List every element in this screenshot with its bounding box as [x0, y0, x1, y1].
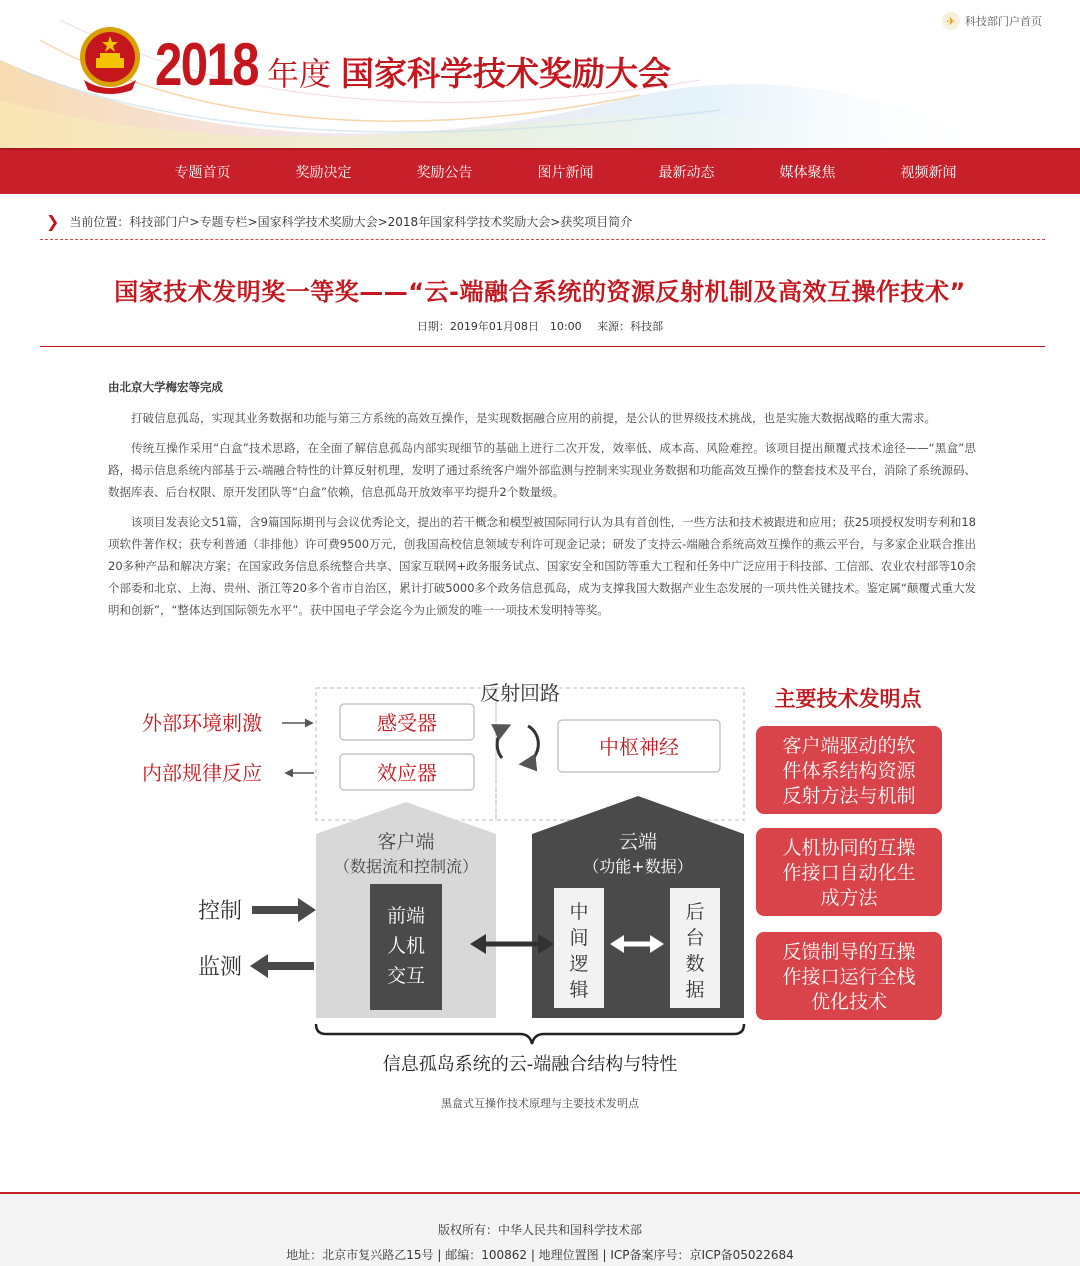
inventions-title: 主要技术发明点: [774, 687, 922, 711]
central-nerve-label: 中枢神经: [599, 735, 679, 759]
external-stimulus-label: 外部环境刺激: [142, 711, 262, 735]
backend-data-char: 据: [685, 979, 705, 1001]
breadcrumb-item[interactable]: 2018年国家科学技术奖励大会: [387, 215, 551, 229]
breadcrumb-label: 当前位置：: [69, 215, 130, 229]
article-meta: [0, 318, 1080, 334]
invention-line: 客户端驱动的软: [782, 735, 916, 757]
article-paragraph: 传统互操作采用“白盒”技术思路，在全面了解信息孤岛内部实现细节的基础上进行二次开发，效率低、成本高、风险难控。该项目提出颠覆式技术途径——“黑盒”思路，揭示信息系统内部基于云-端融合特性的计算反射机理，发明了通过系统客户端外部监测与控制来实现业务数据和功能高效互操作的整套技术及平台，消除了系统源码、数据库表、后台权限、原开发团队等“白盒”依赖，信息孤岛开放效率平均提升2个数量级。: [108, 441, 976, 499]
monitor-label: 监测: [198, 955, 243, 980]
invention-line: 作接口自动化生: [782, 862, 916, 884]
backend-data-char: 台: [685, 927, 705, 949]
page-footer: [0, 1192, 1080, 1266]
client-title: 客户端: [377, 831, 435, 853]
header-banner: [0, 0, 1080, 148]
sensor-label: 感受器: [377, 711, 437, 735]
footer-address: 地址：北京市复兴路乙15号 | 邮编：100862 | 地理位置图 | ICP备案序号：京ICP备05022684: [286, 1248, 794, 1262]
article-author: 由北京大学梅宏等完成: [108, 380, 223, 394]
invention-line: 优化技术: [810, 991, 888, 1013]
internal-reaction-label: 内部规律反应: [142, 761, 262, 785]
breadcrumb-item[interactable]: 专题专栏: [199, 215, 248, 229]
article-paragraph: 打破信息孤岛，实现其业务数据和功能与第三方系统的高效互操作，是实现数据融合应用的前提，是公认的世界级技术挑战，也是实施大数据战略的重大需求。: [131, 411, 936, 425]
portal-home-label: 科技部门户首页: [965, 15, 1042, 28]
middle-logic-char: 逻: [569, 953, 589, 975]
cloud-title: 云端: [618, 831, 658, 853]
article-title: 国家技术发明奖一等奖——“云-端融合系统的资源反射机制及高效互操作技术”: [114, 278, 966, 306]
breadcrumb-separator: >: [247, 214, 258, 229]
brace-icon: [316, 1024, 744, 1044]
event-name: 国家科学技术奖励大会: [341, 54, 672, 93]
nav-item-video-news[interactable]: 视频新闻: [900, 165, 957, 181]
frontend-line: 前端: [386, 905, 426, 927]
event-year: 2018: [155, 31, 258, 98]
effector-label: 效应器: [377, 761, 437, 785]
nav-item-award-decision[interactable]: 奖励决定: [295, 165, 352, 181]
article-body: [108, 376, 976, 629]
invention-line: 反馈制导的互操: [782, 941, 916, 963]
figure-caption: 黑盒式互操作技术原理与主要技术发明点: [441, 1097, 639, 1110]
airplane-icon: ✈: [942, 12, 960, 30]
invention-line: 成方法: [820, 887, 878, 909]
middle-logic-char: 辑: [569, 979, 589, 1001]
title-divider: [40, 346, 1045, 347]
event-title: [155, 30, 671, 96]
backend-data-char: 后: [685, 901, 705, 923]
main-nav: [0, 148, 1080, 194]
breadcrumb-divider: [40, 239, 1045, 240]
cloud-subtitle: （功能+数据）: [583, 857, 693, 876]
nav-item-latest-news[interactable]: 最新动态: [658, 165, 715, 181]
backend-data-char: 数: [685, 953, 705, 975]
middle-logic-char: 间: [569, 927, 589, 949]
breadcrumb-item[interactable]: 科技部门户: [129, 215, 190, 229]
bidirectional-arrow-icon: [470, 934, 554, 954]
breadcrumb: [46, 212, 632, 231]
breadcrumb-separator: >: [377, 214, 388, 229]
national-emblem-icon: [76, 24, 144, 94]
nav-item-topic-home[interactable]: 专题首页: [174, 165, 231, 181]
invention-line: 件体系结构资源: [782, 760, 916, 782]
footer-copyright: 版权所有：中华人民共和国科学技术部: [437, 1223, 642, 1237]
loop-arrow-icon: [522, 726, 538, 764]
breadcrumb-item[interactable]: 国家科学技术奖励大会: [257, 215, 378, 229]
arrow-left-icon: [250, 954, 314, 978]
chevron-right-icon: ❯: [46, 212, 60, 231]
breadcrumb-separator: >: [189, 214, 200, 229]
nav-item-photo-news[interactable]: 图片新闻: [537, 165, 594, 181]
invention-line: 反射方法与机制: [782, 785, 916, 807]
article-paragraph: 该项目发表论文51篇，含9篇国际期刊与会议优秀论文，提出的若干概念和模型被国际同行认为具有首创性，一些方法和技术被跟进和应用；获25项授权发明专利和18项软件著作权；获专利普通（非排他）许可费9500万元，创我国高校信息领域专利许可现金记录；研发了支持云-端融合系统高效互操作的燕云平台，与多家企业联合推出20多种产品和解决方案；在国家政务信息系统整合共享、国家互联网+政务服务试点、国家安全和国防等重大工程和任务中广泛应用于科技部、工信部、农业农村部等10余个部委和北京、上海、贵州、浙江等20多个省市自治区，累计打破5000多个政务信息孤岛，成为支撑我国大数据产业生态发展的一项共性关键技术。鉴定属“颠覆式重大发明和创新”，“整体达到国际领先水平”。获中国电子学会迄今为止颁发的唯一一项技术发明特等奖。: [108, 515, 976, 617]
structure-label: 信息孤岛系统的云-端融合结构与特性: [382, 1054, 678, 1075]
invention-line: 作接口运行全栈: [782, 966, 916, 988]
article-date: 日期：2019年01月08日 10:00: [416, 320, 582, 333]
portal-home-link[interactable]: [942, 12, 1042, 30]
breadcrumb-item[interactable]: 获奖项目简介: [560, 215, 633, 229]
middle-logic-char: 中: [569, 901, 589, 923]
control-label: 控制: [198, 899, 243, 924]
article-source: 来源：科技部: [597, 320, 664, 333]
nav-item-media-focus[interactable]: 媒体聚焦: [779, 165, 836, 181]
loop-arrow-icon: [497, 726, 508, 758]
frontend-line: 交互: [386, 965, 426, 987]
client-subtitle: （数据流和控制流）: [333, 857, 479, 876]
breadcrumb-separator: >: [550, 214, 561, 229]
arrow-right-icon: [252, 898, 316, 922]
architecture-diagram: [130, 672, 950, 1082]
event-year-suffix: 年度: [267, 55, 332, 93]
frontend-line: 人机: [386, 935, 426, 957]
invention-line: 人机协同的互操: [782, 837, 916, 859]
nav-item-award-announcement[interactable]: 奖励公告: [416, 165, 473, 181]
reflex-loop-label: 反射回路: [480, 681, 560, 705]
